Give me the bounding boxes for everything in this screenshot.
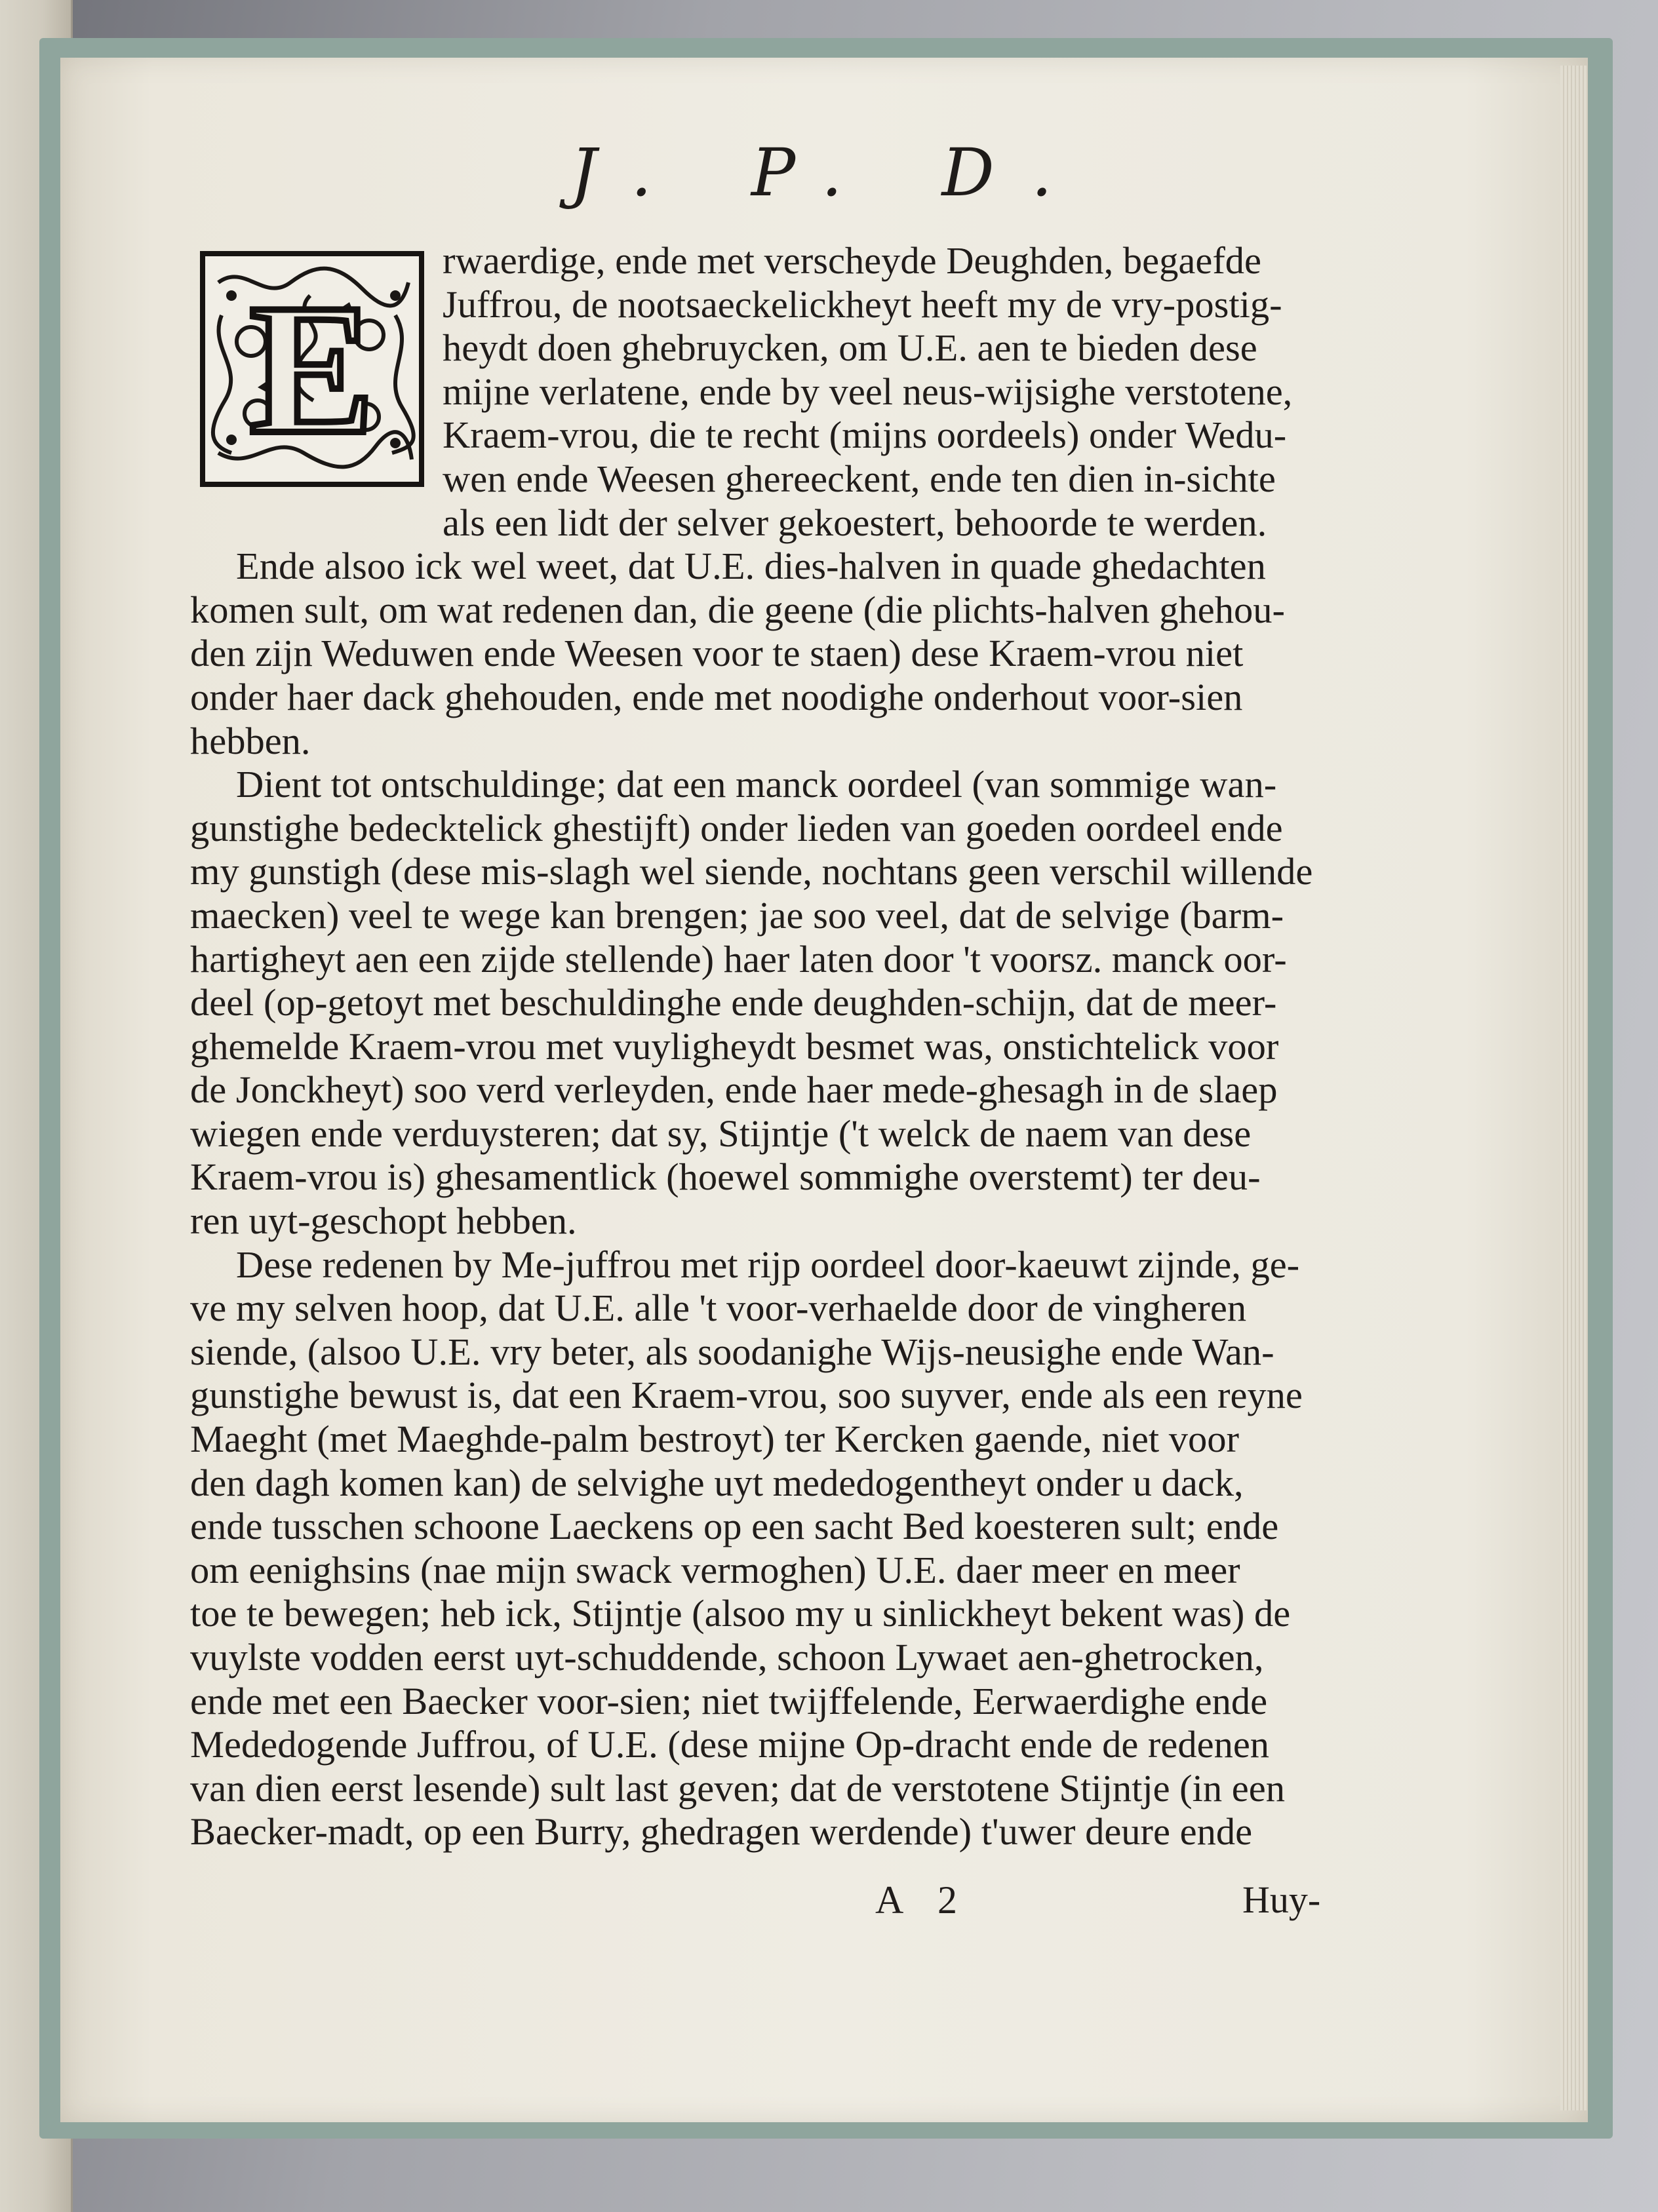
text-line: ren uyt-geschopt hebben.	[190, 1199, 577, 1243]
text-line: Mededogende Juffrou, of U.E. (dese mijne Op-dracht ende de redenen	[190, 1723, 1270, 1766]
text-line: Ende alsoo ick wel weet, dat U.E. dies-halven in quade ghedachten	[236, 545, 1266, 588]
text-line: gunstighe bedecktelick ghestijft) onder lieden van goeden oordeel ende	[190, 806, 1283, 849]
text-line: ende met een Baecker voor-sien; niet twijffelende, Eerwaerdighe ende	[190, 1679, 1268, 1722]
text-line: heydt doen ghebruycken, om U.E. aen te bieden dese	[443, 326, 1257, 370]
text-line: Kraem-vrou, die te recht (mijns oordeels) onder Wedu-	[443, 414, 1287, 457]
text-line: Dese redenen by Me-juffrou met rijp oordeel door-kaeuwt zijnde, ge-	[236, 1243, 1300, 1286]
text-line: ghemelde Kraem-vrou met vuyligheydt besmet was, onstichtelick voor	[190, 1024, 1279, 1068]
text-line: wiegen ende verduysteren; dat sy, Stijntje ('t welck de naem van dese	[190, 1112, 1252, 1155]
text-line: komen sult, om wat redenen dan, die geene (die plichts-halven ghehou-	[190, 588, 1285, 631]
initial-letter: E	[249, 265, 375, 473]
text-line: Baecker-madt, op een Burry, ghedragen werdende) t'uwer deure ende	[190, 1810, 1253, 1853]
text-line: hebben.	[190, 719, 311, 762]
text-line: rwaerdige, ende met verscheyde Deughden, begaefde	[443, 239, 1262, 282]
catchword: Huy-	[1242, 1878, 1321, 1921]
text-line: Maeght (met Maeghde-palm bestroyt) ter Kercken gaende, niet voor	[190, 1418, 1240, 1461]
text-line: ende tusschen schoone Laeckens op een sacht Bed koesteren sult; ende	[190, 1505, 1279, 1548]
text-line: Kraem-vrou is) ghesamentlick (hoewel sommighe overstemt) ter deu-	[190, 1155, 1261, 1199]
text-line: de Jonckheyt) soo verd verleyden, ende haer mede-ghesagh in de slaep	[190, 1068, 1278, 1112]
page-header: J. P. D.	[570, 134, 1092, 211]
text-line: den zijn Weduwen ende Weesen voor te staen) dese Kraem-vrou niet	[190, 632, 1244, 675]
page-edges	[1560, 66, 1587, 2110]
text-line: Dient tot ontschuldinge; dat een manck oordeel (van sommige wan-	[236, 763, 1277, 806]
page-body	[190, 239, 1337, 1854]
text-line: van dien eerst lesende) sult last geven; dat de verstotene Stijntje (in een	[190, 1766, 1285, 1810]
text-line: maecken) veel te wege kan brengen; jae soo veel, dat de selvige (barm-	[190, 893, 1284, 937]
text-line: den dagh komen kan) de selvighe uyt mededogentheyt onder u dack,	[190, 1461, 1244, 1504]
signature-mark: A 2	[875, 1878, 971, 1922]
text-line: toe te bewegen; heb ick, Stijntje (alsoo my u sinlickheyt bekent was) de	[190, 1592, 1291, 1635]
text-line: mijne verlatene, ende by veel neus-wijsighe verstotene,	[443, 370, 1293, 413]
text-line: Juffrou, de nootsaeckelickheyt heeft my de vry-postig-	[443, 282, 1282, 326]
text-line: als een lidt der selver gekoestert, behoorde te werden.	[443, 501, 1267, 544]
text-line: om eenighsins (nae mijn swack vermoghen) U.E. daer meer en meer	[190, 1548, 1240, 1591]
text-line: onder haer dack ghehouden, ende met noodighe onderhout voor-sien	[190, 675, 1243, 718]
text-line: deel (op-getoyt met beschuldinghe ende deughden-schijn, dat de meer-	[190, 981, 1277, 1024]
text-line: ve my selven hoop, dat U.E. alle 't voor-verhaelde door de vingheren	[190, 1287, 1247, 1330]
text-line: wen ende Weesen ghereeckent, ende ten dien in-sichte	[443, 457, 1276, 500]
text-line: gunstighe bewust is, dat een Kraem-vrou, soo suyver, ende als een reyne	[190, 1374, 1303, 1417]
text-line: hartigheyt aen een zijde stellende) haer laten door 't voorsz. manck oor-	[190, 937, 1287, 980]
text-line: vuylste vodden eerst uyt-schuddende, schoon Lywaet aen-ghetrocken,	[190, 1636, 1264, 1678]
text-line: siende, (alsoo U.E. vry beter, als soodanighe Wijs-neusighe ende Wan-	[190, 1330, 1274, 1373]
text-line: my gunstigh (dese mis-slagh wel siende, nochtans geen verschil willende	[190, 850, 1313, 893]
